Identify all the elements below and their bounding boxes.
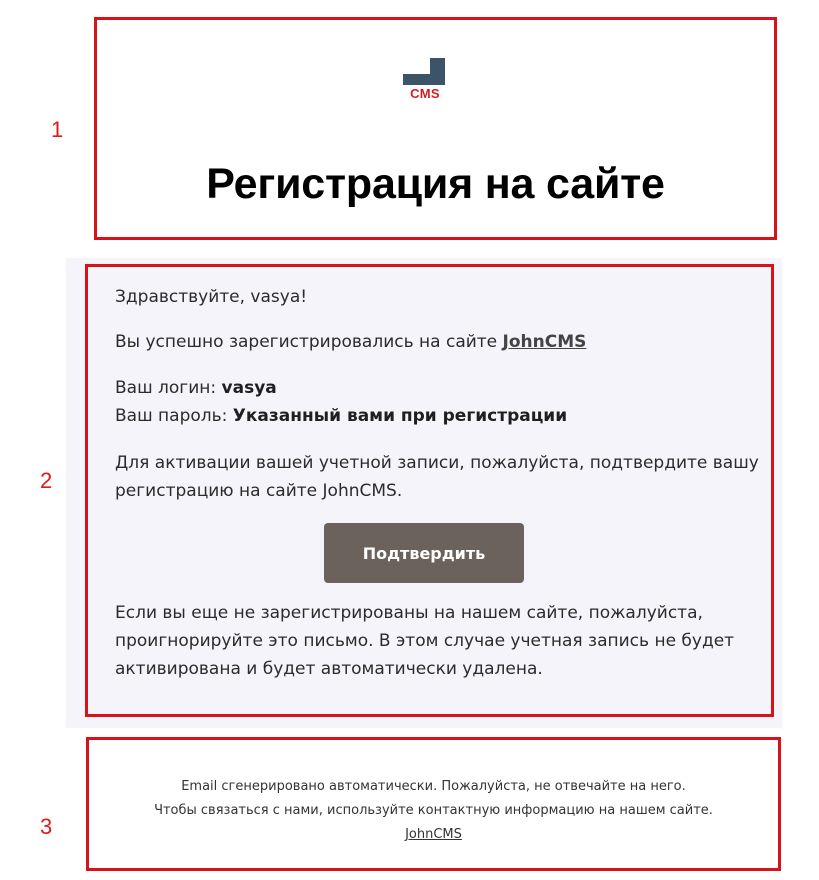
johncms-logo <box>403 58 447 102</box>
footer-site-link[interactable]: JohnCMS <box>405 827 462 842</box>
success-message <box>115 328 586 356</box>
site-link[interactable]: JohnCMS <box>502 332 587 352</box>
page-title: Регистрация на сайте <box>206 160 665 208</box>
login-value: vasya <box>221 378 277 398</box>
login-line <box>115 374 277 402</box>
ignore-line-1: Если вы еще не зарегистрированы на нашем сайте, пожалуйста, <box>115 603 703 623</box>
password-label: Ваш пароль: <box>115 406 233 426</box>
password-value: Указанный вами при регистрации <box>232 406 568 426</box>
ignore-line-2: проигнорируйте это письмо. В этом случае учетная запись не будет <box>115 631 735 651</box>
footer-contact-notice: Чтобы связаться с нами, используйте контактную информацию на нашем сайте. <box>154 803 713 818</box>
logo-text: CMS <box>410 86 440 101</box>
login-label: Ваш логин: <box>115 378 222 398</box>
confirm-button[interactable]: Подтвердить <box>324 523 524 583</box>
ignore-notice <box>115 599 734 683</box>
activation-line-1: Для активации вашей учетной записи, пожалуйста, подтвердите вашу <box>115 453 759 473</box>
activation-line-2: регистрацию на сайте JohnCMS. <box>115 481 403 501</box>
annotation-number-1: 1 <box>51 117 64 142</box>
footer-link-line <box>86 823 781 847</box>
activation-instructions <box>115 449 759 505</box>
greeting-text: Здравствуйте, vasya! <box>115 287 308 307</box>
success-prefix: Вы успешно зарегистрировались на сайте <box>115 332 503 352</box>
ignore-line-3: активирована и будет автоматически удалена. <box>115 659 543 679</box>
annotation-number-3: 3 <box>40 814 53 839</box>
footer-auto-notice: Email сгенерировано автоматически. Пожалуйста, не отвечайте на него. <box>181 779 686 794</box>
password-line <box>115 402 567 430</box>
annotation-number-2: 2 <box>40 468 53 493</box>
logo-j-icon-base <box>403 74 445 85</box>
